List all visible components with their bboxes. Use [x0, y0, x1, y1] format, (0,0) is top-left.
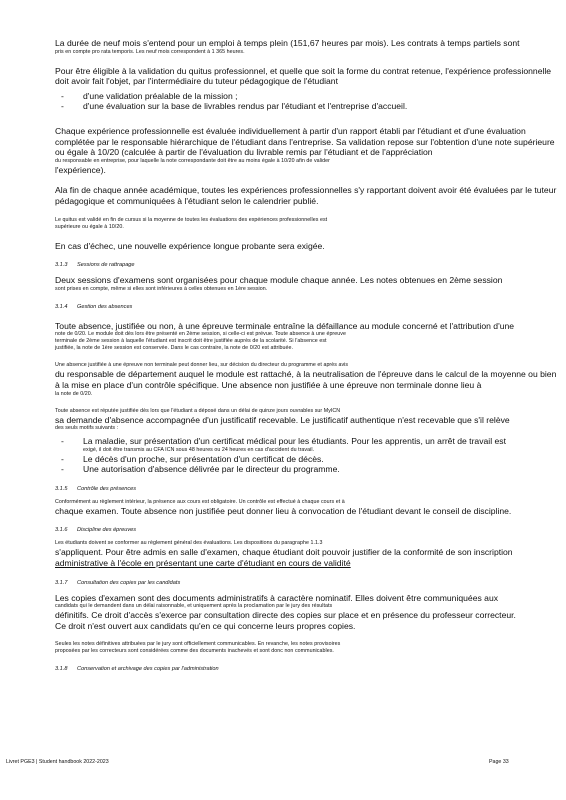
text-line-small: Une absence justifiée à une épreuve non terminale peut donner lieu, sur décision du directeur du programme et après avis [55, 362, 349, 369]
paragraph-failure [55, 241, 560, 252]
text-line: s'appliquent. Pour être admis en salle d'examen, chaque étudiant doit pouvoir justifier de la conformité de son inscription [55, 547, 513, 558]
text-line-small: Conformément au règlement intérieur, la présence aux cours est obligatoire. Un contrôle est effectué à chaque cours et à [55, 498, 345, 505]
paragraph-evaluation [55, 126, 560, 175]
text-line-small: la note de 0/20. [55, 390, 93, 397]
text-line: La durée de neuf mois s'entend pour un emploi à temps plein (151,67 heures par mois). Les contrats à temps partiels sont [55, 38, 520, 48]
text-line: Toute absence, justifiée ou non, à une épreuve terminale entraîne la défaillance au module concerné et l'attribution d'une [55, 320, 515, 331]
text-line-small: sont prises en compte, même si elles sont inférieures à celles obtenues en 1ère session. [55, 285, 268, 292]
section-number: 3.1.6 [55, 527, 68, 534]
text-line: Deux sessions d'examens sont organisées pour chaque module chaque année. Les notes obtenues en 2ème session [55, 275, 503, 286]
text-line: chaque examen. Toute absence non justifiée peut donner lieu à convocation de l'étudiant devant le conseil de discipline. [55, 505, 512, 516]
section-heading-3-1-7 [55, 579, 560, 587]
section-heading-3-1-8 [55, 665, 560, 673]
paragraph-eligibility [55, 66, 560, 112]
text-line: définitifs. Ce droit d'accès s'exerce par consultation directe des copies sur place et en présence du professeur correcteur. [55, 610, 516, 621]
text-line: sa demande d'absence accompagnée d'un justificatif recevable. Le justificatif authentique n'est recevable que s'il relève [55, 414, 510, 425]
text-line-small: candidats qui le demandent dans un délai raisonnable, et uniquement après la proclamation par le jury des résultats [55, 603, 333, 610]
document-page [55, 38, 560, 673]
list-item: - d'une validation préalable de la mission ; [55, 91, 560, 102]
text-line-small: proposées par les correcteurs sont considérées comme des documents inachevés et sont donc non communicables. [55, 648, 334, 655]
paragraph-annual-review [55, 185, 560, 230]
paragraph-copies-consultation [55, 593, 560, 632]
paragraph-sessions [55, 275, 560, 293]
section-title: Conservation et archivage des copies par l'administration [77, 666, 219, 673]
paragraph-discipline [55, 540, 560, 568]
section-title: Discipline des épreuves [77, 527, 137, 534]
section-number: 3.1.5 [55, 485, 68, 492]
text-line: l'expérience). [55, 164, 106, 175]
section-number: 3.1.3 [55, 262, 68, 269]
section-title: Sessions de rattrapage [77, 262, 135, 269]
text-line-small: Toute absence est réputée justifiée dès lors que l'étudiant a déposé dans un délai de quinze jours ouvrables sur MyICN [55, 407, 341, 414]
text-block: Pour être éligible à la validation du quitus professionnel, et quelle que soit la forme du contrat retenue, l'expérience professionnelle doit avoir fait l'objet, par l'intermédiaire du tuteur pédagogique de l'étudiant [55, 65, 552, 87]
text-block: Chaque expérience professionnelle est évaluée individuellement à partir d'un rapport établi par l'étudiant et d'une évaluation complétée par le responsable hiérarchique de l'étudiant dans l'entreprise. Sa validation repose sur l'obtention d'une note supérieure ou égale à 10/20 (calculée à partir de l'évaluation du livrable remis par l'étudiant et de l'appréciation [55, 125, 555, 158]
paragraph-absence-terminal [55, 321, 560, 353]
text-line: En cas d'échec, une nouvelle expérience longue probante sera exigée. [55, 240, 325, 251]
section-title: Contrôle des présences [77, 485, 137, 492]
eligibility-list [55, 91, 560, 112]
text-block: du responsable de département auquel le module est rattaché, à la neutralisation de l'épreuve dans le calcul de la moyenne ou bien à la mise en place d'un contrôle spécifique. Une absence non justifiée à une épreuve non terminale donne lieu à [55, 369, 557, 390]
paragraph-notes [55, 641, 560, 655]
paragraph-justification [55, 408, 560, 475]
text-line: Ce droit n'est ouvert aux candidats qu'en ce qui concerne leurs propres copies. [55, 620, 356, 631]
text-block: Ala fin de chaque année académique, toutes les expériences professionnelles s'y rapportant doivent avoir été évaluées par le tuteur pédagogique et communiquées à l'étudiant selon le calendrier publié. [55, 185, 557, 206]
section-heading-3-1-3 [55, 261, 560, 269]
text-line-small: Les étudiants doivent se conformer au règlement général des évaluations. Les dispositions du paragraphe 1.1.3 [55, 540, 323, 547]
section-title: Consultation des copies par les candidats [77, 579, 181, 586]
text-line-small: Seules les notes définitives attribuées par le jury sont officiellement communicables. En revanche, les notes provisoires [55, 641, 341, 648]
text-line-small: justifiée, la note de 1ère session est conservée. Dans le cas contraire, la note de 0/20 est attribuée. [55, 345, 294, 352]
text-line-small: terminale de 2ème session à laquelle l'étudiant est inscrit doit être justifiée auprès de la scolarité. Si l'absence est [55, 338, 327, 345]
text-line-small: du responsable en entreprise, pour laquelle la note correspondante doit être au moins égale à 10/20 afin de valider [55, 157, 330, 164]
text-line-small: Le quitus est validé en fin de cursus si la moyenne de toutes les évaluations des expériences professionnelles est [55, 216, 328, 223]
text-line-small: note de 0/20. Le module doit dès lors être présenté en 2ème session, si celle-ci est prévue. Toute absence à une épreuve [55, 331, 346, 338]
section-number: 3.1.8 [55, 666, 68, 673]
text-line-small: pris en compte pro rata temporis. Les neuf mois correspondent à 1 365 heures. [55, 48, 245, 55]
section-heading-3-1-5 [55, 485, 560, 493]
list-item: - d'une évaluation sur la base de livrables rendus par l'étudiant et l'entreprise d'accueil. [55, 101, 560, 112]
section-title: Gestion des absences [77, 303, 133, 310]
section-heading-3-1-6 [55, 526, 560, 534]
paragraph-attendance [55, 499, 560, 517]
section-number: 3.1.4 [55, 303, 68, 310]
justification-list [55, 436, 560, 475]
list-item-text: La maladie, sur présentation d'un certificat médical pour les étudiants. Pour les apprentis, un arrêt de travail est [83, 436, 506, 447]
footer-left-text: Livret PGE3 | Student handbook 2022-2023 [6, 759, 109, 765]
list-item [55, 436, 560, 454]
section-heading-3-1-4 [55, 303, 560, 311]
page-number: Page 33 [489, 759, 509, 765]
paragraph-contract-duration [55, 38, 560, 56]
list-item: - Une autorisation d'absence délivrée par le directeur du programme. [55, 464, 560, 475]
list-item: - Le décès d'un proche, sur présentation d'un certificat de décès. [55, 454, 560, 465]
section-number: 3.1.7 [55, 579, 68, 586]
paragraph-absence-nonterminal [55, 362, 560, 397]
text-line-small: des seuls motifs suivants : [55, 425, 119, 432]
text-line-underlined: administrative à l'école en présentant une carte d'étudiant en cours de validité [55, 558, 351, 569]
text-line: Les copies d'examen sont des documents administratifs à caractère nominatif. Elles doivent être communiquées aux [55, 592, 499, 603]
list-item-small: exigé, il doit être transmis au CFA ICN sous 48 heures ou 24 heures en cas d'accident du travail. [83, 446, 315, 453]
text-line-small: supérieure ou égale à 10/20. [55, 223, 124, 230]
